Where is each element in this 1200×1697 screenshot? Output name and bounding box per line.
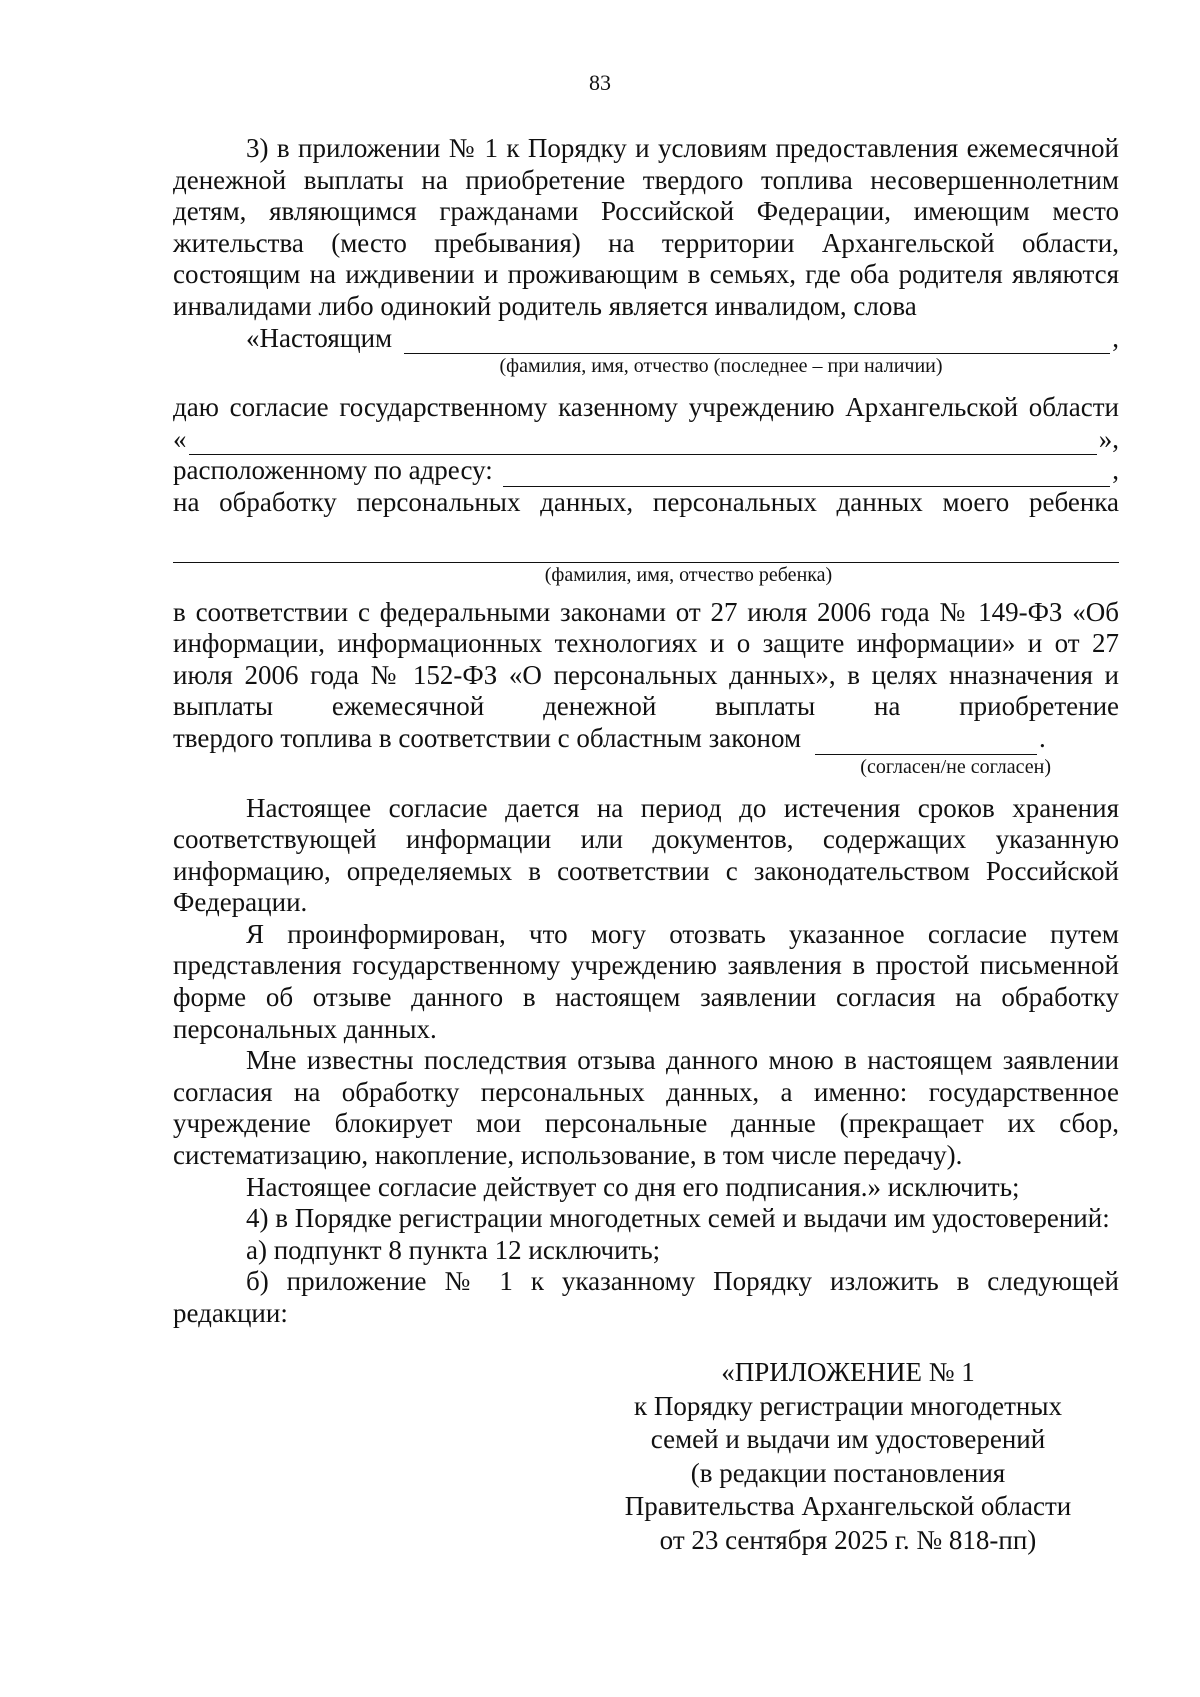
- item-3-paragraph: 3) в приложении № 1 к Порядку и условиям предоставления ежемесячной денежной выплаты на приобретение твердого топлива несовершеннолетним детям, являющимся гражданами Российской Федерации, имеющим место жительства (место пребывания) на территории Архангельской области, состоящим на иждивении и проживающим в семьях, где оба родителя являются инвалидами либо одинокий родитель является инвалидом, слова: [173, 133, 1119, 321]
- appendix-line-4: Правительства Архангельской области: [624, 1491, 1072, 1522]
- form-line-fio: [173, 323, 1119, 355]
- address-blank: [503, 463, 1111, 487]
- law-last-line-text: твердого топлива в соответствии с областным законом: [173, 722, 802, 753]
- appendix-line-1: к Порядку регистрации многодетных: [634, 1390, 1062, 1421]
- form-line-address: [173, 455, 1119, 487]
- law-paragraph: в соответствии с федеральными законами от 27 июля 2006 года № 149-ФЗ «Об информации, информационных технологиях и о защите информации» и от 27 июля 2006 года № 152-ФЗ «О персональных данных», в целях нназначения и выплаты ежемесячной денежной выплаты на приобретение: [173, 596, 1119, 722]
- law-last-line-suffix: .: [1039, 722, 1046, 753]
- form-line-consent: даю согласие государственному казенному учреждению Архангельской области: [173, 392, 1119, 423]
- caption-fio: (фамилия, имя, отчество (последнее – при наличии): [499, 355, 943, 378]
- item-4b-paragraph: б) приложение № 1 к указанному Порядку изложить в следующей редакции:: [173, 1266, 1119, 1328]
- form-line-address-prefix: расположенному по адресу:: [173, 455, 493, 486]
- form-line-processing: на обработку персональных данных, персональных данных моего ребенка: [173, 486, 1119, 517]
- consent-blank: [815, 731, 1037, 755]
- item-4a-paragraph: а) подпункт 8 пункта 12 исключить;: [246, 1234, 661, 1265]
- institution-blank: [189, 431, 1097, 455]
- paragraph-revocation: Я проинформирован, что могу отозвать указанное согласие путем представления государственному учреждению заявления в простой письменной форме об отзыве данного в настоящем заявлении согласия на обработку персональных данных.: [173, 918, 1119, 1044]
- appendix-line-5: от 23 сентября 2025 г. № 818-пп): [659, 1524, 1037, 1555]
- law-last-line: [173, 723, 1119, 755]
- child-blank: [173, 539, 1119, 563]
- appendix-line-2: семей и выдачи им удостоверений: [650, 1424, 1046, 1455]
- page-number: 83: [589, 70, 611, 95]
- appendix-line-3: (в редакции постановления: [690, 1457, 1006, 1488]
- caption-child: (фамилия, имя, отчество ребенка): [544, 563, 833, 586]
- form-line-address-suffix: ,: [1112, 455, 1119, 486]
- form-line-institution-suffix: »,: [1098, 423, 1119, 454]
- form-line-institution-prefix: «: [173, 423, 187, 454]
- fio-blank: [404, 330, 1110, 354]
- paragraph-period: Настоящее согласие дается на период до истечения сроков хранения соответствующей информации или документов, содержащих указанную информацию, определяемых в соответствии с законодательством Российской Федерации.: [173, 792, 1119, 918]
- form-line-fio-prefix: «Настоящим: [246, 322, 393, 353]
- caption-consent: (согласен/не согласен): [860, 755, 1051, 778]
- paragraph-validity: Настоящее согласие действует со дня его подписания.» исключить;: [246, 1171, 1020, 1202]
- form-line-child: [173, 519, 1119, 563]
- form-line-fio-suffix: ,: [1112, 322, 1119, 353]
- appendix-heading: [608, 1356, 1088, 1558]
- item-4-paragraph: 4) в Порядке регистрации многодетных семей и выдачи им удостоверений:: [246, 1203, 1110, 1234]
- paragraph-consequences: Мне известны последствия отзыва данного мною в настоящем заявлении согласия на обработку персональных данных, а именно: государственное учреждение блокирует мои персональные данные (прекращает их сбор, систематизацию, накопление, использование, в том числе передачу).: [173, 1045, 1119, 1171]
- appendix-title: «ПРИЛОЖЕНИЕ № 1: [721, 1357, 975, 1387]
- form-line-institution: [173, 424, 1119, 456]
- document-body: [173, 133, 1119, 1330]
